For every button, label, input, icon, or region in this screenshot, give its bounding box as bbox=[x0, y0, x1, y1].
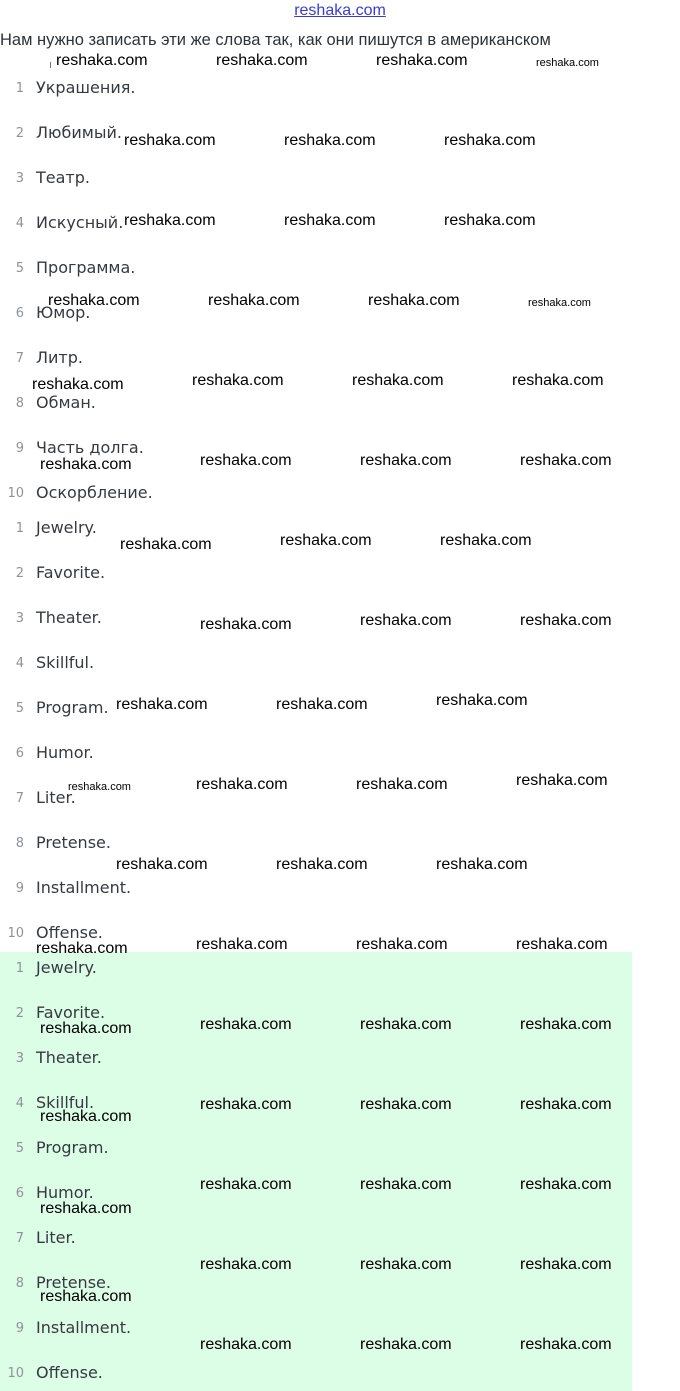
watermark-text: reshaka.com bbox=[360, 1256, 452, 1273]
item-number: 2 bbox=[15, 566, 24, 581]
watermark-text: reshaka.com bbox=[520, 1096, 612, 1113]
item-number: 9 bbox=[15, 1321, 24, 1336]
item-word: Program. bbox=[36, 698, 109, 717]
answer-word-row bbox=[0, 958, 300, 982]
watermark-text: reshaka.com bbox=[352, 372, 444, 389]
watermark-text: reshaka.com bbox=[444, 132, 536, 149]
watermark-text: reshaka.com bbox=[216, 52, 308, 69]
item-word: Humor. bbox=[36, 743, 94, 762]
item-number: 1 bbox=[15, 521, 24, 536]
russian-word-row bbox=[0, 168, 300, 192]
answer-word-row bbox=[0, 1138, 300, 1162]
item-word: Обман. bbox=[36, 393, 96, 412]
watermark-text: reshaka.com bbox=[40, 1288, 132, 1305]
answer-word-row bbox=[0, 1363, 300, 1387]
item-word: Литр. bbox=[36, 348, 83, 367]
watermark-text: reshaka.com bbox=[520, 1176, 612, 1193]
item-number: 3 bbox=[15, 171, 24, 186]
item-number: 8 bbox=[15, 396, 24, 411]
item-word: Театр. bbox=[36, 168, 90, 187]
item-number: 2 bbox=[15, 126, 24, 141]
russian-word-row bbox=[0, 483, 300, 507]
item-word: Jewelry. bbox=[36, 958, 97, 977]
watermark-text: reshaka.com bbox=[200, 1016, 292, 1033]
item-number: 4 bbox=[15, 656, 24, 671]
watermark-text: reshaka.com bbox=[516, 936, 608, 953]
item-word: Offense. bbox=[36, 1363, 103, 1382]
answer-word-row bbox=[0, 1228, 300, 1252]
watermark-text: reshaka.com bbox=[32, 376, 124, 393]
watermark-text: reshaka.com bbox=[116, 696, 208, 713]
item-word: Favorite. bbox=[36, 563, 106, 582]
item-number: 7 bbox=[15, 351, 24, 366]
item-word: Skillful. bbox=[36, 1093, 95, 1112]
english-word-row bbox=[0, 563, 300, 587]
item-word: Jewelry. bbox=[36, 518, 97, 537]
watermark-text: reshaka.com bbox=[360, 612, 452, 629]
watermark-text: reshaka.com bbox=[436, 856, 528, 873]
item-number: 10 bbox=[7, 486, 24, 501]
watermark-text: reshaka.com bbox=[192, 372, 284, 389]
watermark-text: reshaka.com bbox=[124, 132, 216, 149]
item-word: Offense. bbox=[36, 923, 103, 942]
item-number: 8 bbox=[15, 1276, 24, 1291]
item-number: 3 bbox=[15, 611, 24, 626]
english-word-row bbox=[0, 878, 300, 902]
watermark-text: reshaka.com bbox=[116, 856, 208, 873]
watermark-text: reshaka.com bbox=[520, 1016, 612, 1033]
watermark-text: reshaka.com bbox=[360, 1176, 452, 1193]
watermark-text: reshaka.com bbox=[196, 936, 288, 953]
watermark-text: reshaka.com bbox=[520, 612, 612, 629]
english-word-row bbox=[0, 653, 300, 677]
item-number: 9 bbox=[15, 441, 24, 456]
watermark-text: reshaka.com bbox=[368, 292, 460, 309]
item-number: 5 bbox=[15, 261, 24, 276]
watermark-text: reshaka.com bbox=[360, 452, 452, 469]
item-number: 7 bbox=[15, 791, 24, 806]
russian-word-row bbox=[0, 258, 300, 282]
watermark-text: reshaka.com bbox=[40, 456, 132, 473]
task-instruction: Нам нужно записать эти же слова так, как они пишутся в американском bbox=[0, 31, 551, 49]
item-number: 8 bbox=[15, 836, 24, 851]
item-word: Program. bbox=[36, 1138, 109, 1157]
watermark-text: reshaka.com bbox=[376, 52, 468, 69]
watermark-text: reshaka.com bbox=[200, 452, 292, 469]
watermark-text: reshaka.com bbox=[68, 781, 131, 793]
item-number: 10 bbox=[7, 1366, 24, 1381]
item-word: Юмор. bbox=[36, 303, 91, 322]
watermark-text: reshaka.com bbox=[56, 52, 148, 69]
watermark-text: reshaka.com bbox=[536, 57, 599, 69]
site-header-link[interactable]: reshaka.com bbox=[294, 2, 386, 19]
watermark-text: reshaka.com bbox=[436, 692, 528, 709]
item-word: Pretense. bbox=[36, 1273, 111, 1292]
item-word: Любимый. bbox=[36, 123, 122, 142]
watermark-text: reshaka.com bbox=[356, 936, 448, 953]
watermark-text: reshaka.com bbox=[200, 1176, 292, 1193]
watermark-text: reshaka.com bbox=[280, 532, 372, 549]
watermark-text: reshaka.com bbox=[276, 856, 368, 873]
watermark-text: reshaka.com bbox=[196, 776, 288, 793]
item-word: Theater. bbox=[36, 608, 102, 627]
item-word: Часть долга. bbox=[36, 438, 144, 457]
watermark-text: reshaka.com bbox=[520, 452, 612, 469]
watermark-text: reshaka.com bbox=[520, 1256, 612, 1273]
item-number: 2 bbox=[15, 1006, 24, 1021]
watermark-text: reshaka.com bbox=[440, 532, 532, 549]
watermark-text: reshaka.com bbox=[276, 696, 368, 713]
item-number: 7 bbox=[15, 1231, 24, 1246]
russian-word-row bbox=[0, 78, 300, 102]
russian-word-row bbox=[0, 393, 300, 417]
item-number: 9 bbox=[15, 881, 24, 896]
item-number: 5 bbox=[15, 701, 24, 716]
item-word: Украшения. bbox=[36, 78, 136, 97]
item-number: 3 bbox=[15, 1051, 24, 1066]
watermark-text: reshaka.com bbox=[48, 292, 140, 309]
watermark-text: reshaka.com bbox=[200, 1096, 292, 1113]
watermark-text: reshaka.com bbox=[40, 1200, 132, 1217]
watermark-text: reshaka.com bbox=[40, 1020, 132, 1037]
watermark-text: reshaka.com bbox=[200, 1336, 292, 1353]
watermark-text: reshaka.com bbox=[360, 1016, 452, 1033]
item-word: Installment. bbox=[36, 1318, 132, 1337]
item-number: 1 bbox=[15, 81, 24, 96]
item-word: Installment. bbox=[36, 878, 132, 897]
item-number: 4 bbox=[15, 216, 24, 231]
item-number: 6 bbox=[15, 306, 24, 321]
item-word: Искусный. bbox=[36, 213, 124, 232]
watermark-text: reshaka.com bbox=[360, 1096, 452, 1113]
item-word: Программа. bbox=[36, 258, 136, 277]
watermark-text: reshaka.com bbox=[40, 1108, 132, 1125]
watermark-text: reshaka.com bbox=[200, 616, 292, 633]
answer-word-row bbox=[0, 1048, 300, 1072]
item-word: Liter. bbox=[36, 1228, 76, 1247]
item-number: 4 bbox=[15, 1096, 24, 1111]
item-word: Оскорбление. bbox=[36, 483, 153, 502]
item-word: Pretense. bbox=[36, 833, 111, 852]
item-number: 10 bbox=[7, 926, 24, 941]
watermark-text: reshaka.com bbox=[516, 772, 608, 789]
watermark-text: reshaka.com bbox=[512, 372, 604, 389]
item-number: 6 bbox=[15, 746, 24, 761]
item-number: 1 bbox=[15, 961, 24, 976]
watermark-text: reshaka.com bbox=[36, 940, 128, 957]
watermark-text: reshaka.com bbox=[356, 776, 448, 793]
item-number: 5 bbox=[15, 1141, 24, 1156]
item-number: 6 bbox=[15, 1186, 24, 1201]
english-word-row bbox=[0, 833, 300, 857]
item-word: Favorite. bbox=[36, 1003, 106, 1022]
item-word: Theater. bbox=[36, 1048, 102, 1067]
watermark-text: reshaka.com bbox=[284, 212, 376, 229]
watermark-text: reshaka.com bbox=[528, 297, 591, 309]
item-word: Skillful. bbox=[36, 653, 95, 672]
watermark-text: reshaka.com bbox=[520, 1336, 612, 1353]
watermark-text: reshaka.com bbox=[360, 1336, 452, 1353]
watermark-text: reshaka.com bbox=[444, 212, 536, 229]
item-word: Liter. bbox=[36, 788, 76, 807]
text-caret bbox=[50, 62, 54, 68]
watermark-text: reshaka.com bbox=[284, 132, 376, 149]
item-word: Humor. bbox=[36, 1183, 94, 1202]
english-word-row bbox=[0, 743, 300, 767]
russian-word-row bbox=[0, 348, 300, 372]
watermark-text: reshaka.com bbox=[120, 536, 212, 553]
watermark-text: reshaka.com bbox=[208, 292, 300, 309]
watermark-text: reshaka.com bbox=[124, 212, 216, 229]
watermark-text: reshaka.com bbox=[200, 1256, 292, 1273]
